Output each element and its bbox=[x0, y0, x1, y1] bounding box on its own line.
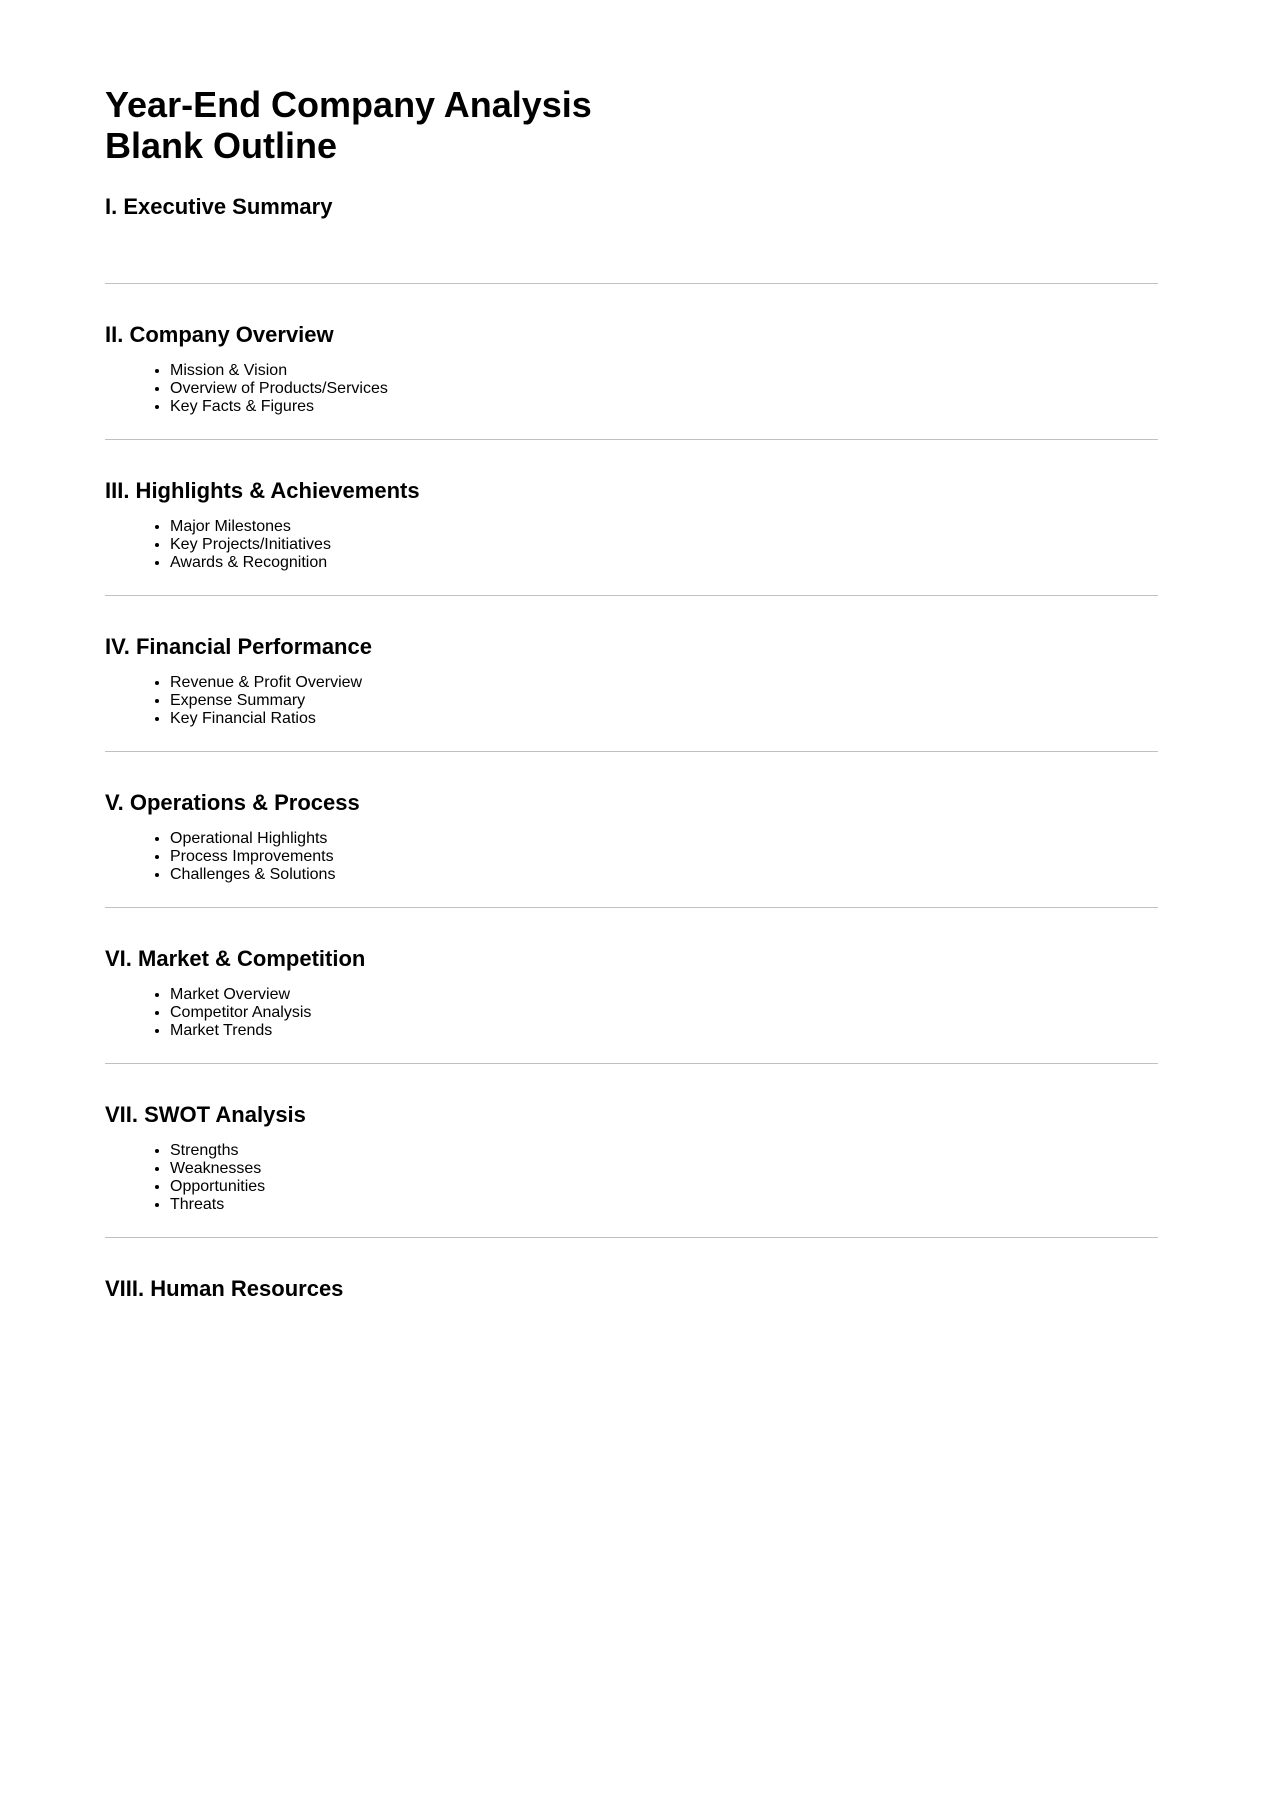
section-highlights-achievements bbox=[105, 478, 1158, 595]
title-line-1: Year-End Company Analysis bbox=[105, 84, 592, 125]
section-company-overview bbox=[105, 322, 1158, 439]
list-item: • Weaknesses bbox=[170, 1160, 1158, 1178]
bullet-list bbox=[105, 674, 1158, 728]
bullet-list bbox=[105, 986, 1158, 1040]
section-human-resources bbox=[105, 1276, 1158, 1300]
list-item: • Competitor Analysis bbox=[170, 1004, 1158, 1022]
list-item: • Overview of Products/Services bbox=[170, 380, 1158, 398]
section-divider bbox=[105, 595, 1158, 596]
document-title bbox=[105, 84, 1158, 166]
section-operations-process bbox=[105, 790, 1158, 907]
section-divider bbox=[105, 283, 1158, 284]
list-item: • Process Improvements bbox=[170, 848, 1158, 866]
section-heading: VIII. Human Resources bbox=[105, 1276, 344, 1300]
section-heading: V. Operations & Process bbox=[105, 790, 360, 815]
list-item: • Strengths bbox=[170, 1142, 1158, 1160]
bullet-list bbox=[105, 518, 1158, 572]
section-heading: II. Company Overview bbox=[105, 322, 334, 347]
list-item: • Major Milestones bbox=[170, 518, 1158, 536]
list-item: • Market Overview bbox=[170, 986, 1158, 1004]
section-divider bbox=[105, 751, 1158, 752]
section-divider bbox=[105, 1237, 1158, 1238]
section-heading: I. Executive Summary bbox=[105, 194, 333, 219]
section-heading: VII. SWOT Analysis bbox=[105, 1102, 306, 1127]
section-swot-analysis bbox=[105, 1102, 1158, 1237]
section-executive-summary bbox=[105, 194, 1158, 283]
list-item: • Key Financial Ratios bbox=[170, 710, 1158, 728]
title-line-2: Blank Outline bbox=[105, 125, 338, 166]
section-divider bbox=[105, 907, 1158, 908]
list-item: • Market Trends bbox=[170, 1022, 1158, 1040]
list-item: • Key Facts & Figures bbox=[170, 398, 1158, 416]
list-item: • Challenges & Solutions bbox=[170, 866, 1158, 884]
list-item: • Awards & Recognition bbox=[170, 554, 1158, 572]
list-item: • Opportunities bbox=[170, 1178, 1158, 1196]
section-market-competition bbox=[105, 946, 1158, 1063]
section-divider bbox=[105, 1063, 1158, 1064]
section-heading: III. Highlights & Achievements bbox=[105, 478, 420, 503]
section-financial-performance bbox=[105, 634, 1158, 751]
section-heading: VI. Market & Competition bbox=[105, 946, 366, 971]
list-item: • Operational Highlights bbox=[170, 830, 1158, 848]
list-item: • Threats bbox=[170, 1196, 1158, 1214]
bullet-list bbox=[105, 1142, 1158, 1214]
blank-space bbox=[105, 219, 1158, 283]
bullet-list bbox=[105, 830, 1158, 884]
list-item: • Revenue & Profit Overview bbox=[170, 674, 1158, 692]
bullet-list bbox=[105, 362, 1158, 416]
section-divider bbox=[105, 439, 1158, 440]
list-item: • Expense Summary bbox=[170, 692, 1158, 710]
document-content bbox=[105, 84, 1158, 1300]
section-heading: IV. Financial Performance bbox=[105, 634, 372, 659]
list-item: • Mission & Vision bbox=[170, 362, 1158, 380]
list-item: • Key Projects/Initiatives bbox=[170, 536, 1158, 554]
